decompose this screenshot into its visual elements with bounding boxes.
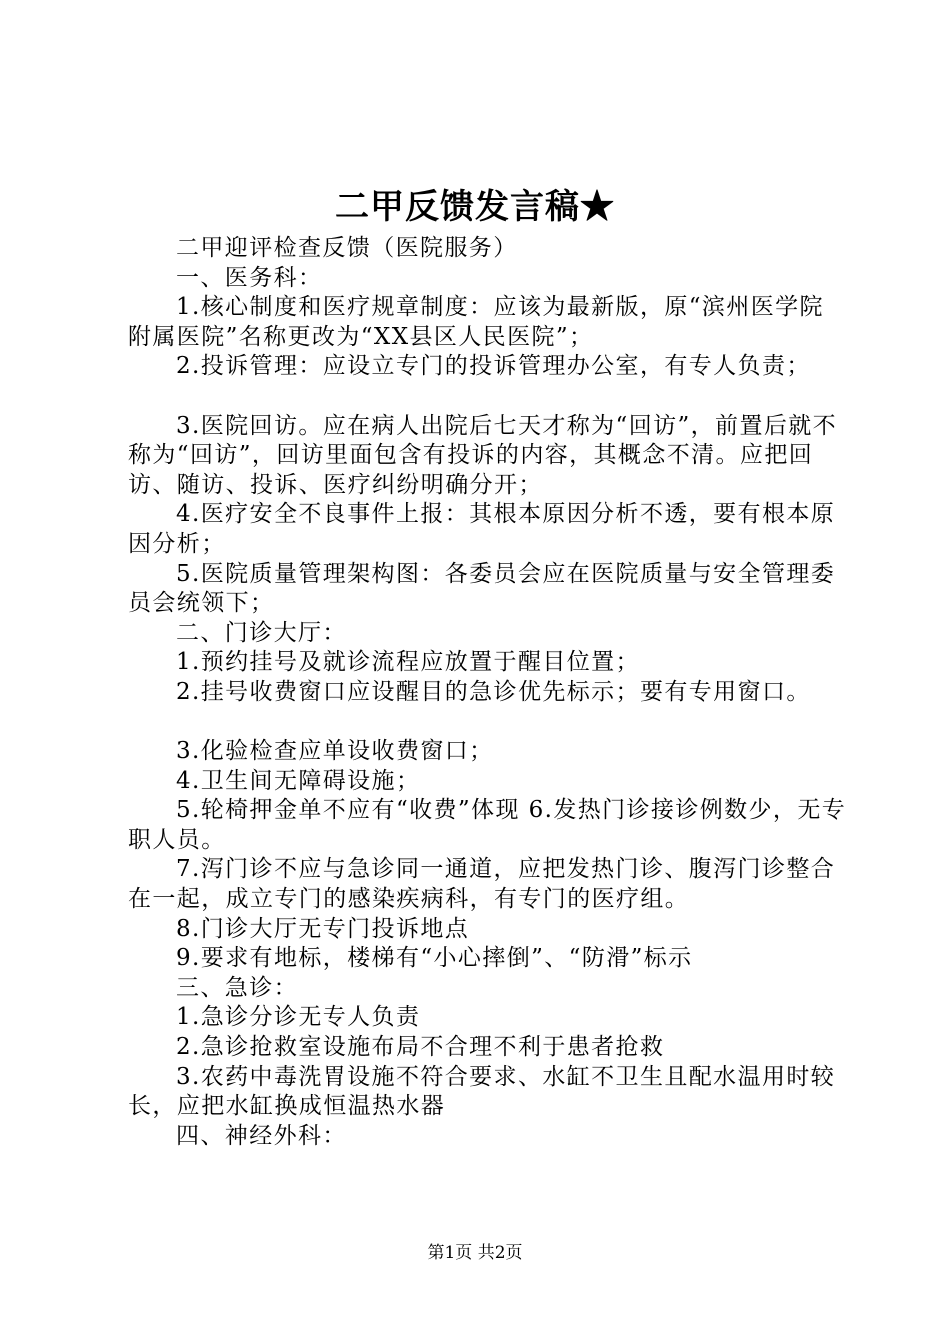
blank-line xyxy=(128,382,848,412)
paragraph: 二甲迎评检查反馈（医院服务） xyxy=(176,235,518,261)
list-item: 2.投诉管理：应设立专门的投诉管理办公室，有专人负责； xyxy=(176,353,811,380)
list-item: 3.医院回访。应在病人出院后七天才称为“回访”，前置后就不称为“回访”，回访里面包含有投诉的内容，其概念不清。应把回访、随访、投诉、医疗纠纷明确分开； xyxy=(128,412,838,498)
list-item: 3.化验检查应单设收费窗口； xyxy=(176,738,494,765)
list-item: 5.医院质量管理架构图：各委员会应在医院质量与安全管理委员会统领下； xyxy=(128,560,836,617)
list-item: 1.核心制度和医疗规章制度：应该为最新版，原“滨州医学院附属医院”名称更改为“XX县区人民医院”； xyxy=(128,294,824,350)
list-item: 7.泻门诊不应与急诊同一通道，应把发热门诊、腹泻门诊整合在一起，成立专门的感染疾病科，有专门的医疗组。 xyxy=(128,856,836,913)
list-item: 2.急诊抢救室设施布局不合理不利于患者抢救 xyxy=(176,1034,665,1061)
list-item: 8.门诊大厅无专门投诉地点 xyxy=(176,915,470,942)
list-item: 4.卫生间无障碍设施； xyxy=(176,767,421,794)
section-heading: 四、神经外科： xyxy=(176,1122,347,1149)
list-item: 1.急诊分诊无专人负责 xyxy=(176,1004,421,1031)
document-body xyxy=(128,234,848,1151)
list-item: 3.农药中毒洗胃设施不符合要求、水缸不卫生且配水温用时较长，应把水缸换成恒温热水器 xyxy=(128,1063,836,1120)
document-title: 二甲反馈发言稿★ xyxy=(335,187,615,227)
blank-line xyxy=(128,708,848,738)
section-heading: 三、急诊： xyxy=(176,974,298,1001)
list-item: 5.轮椅押金单不应有“收费”体现 6.发热门诊接诊例数少，无专职人员。 xyxy=(128,797,847,853)
list-item: 9.要求有地标，楼梯有“小心摔倒”、“防滑”标示 xyxy=(176,945,693,972)
page-footer: 第1页 共2页 xyxy=(427,1243,523,1263)
list-item: 2.挂号收费窗口应设醒目的急诊优先标示；要有专用窗口。 xyxy=(176,678,811,705)
list-item: 1.预约挂号及就诊流程应放置于醒目位置； xyxy=(176,649,640,676)
list-item: 4.医疗安全不良事件上报：其根本原因分析不透，要有根本原因分析； xyxy=(128,501,836,557)
section-heading: 一、医务科： xyxy=(176,264,323,291)
section-heading: 二、门诊大厅： xyxy=(176,619,347,646)
